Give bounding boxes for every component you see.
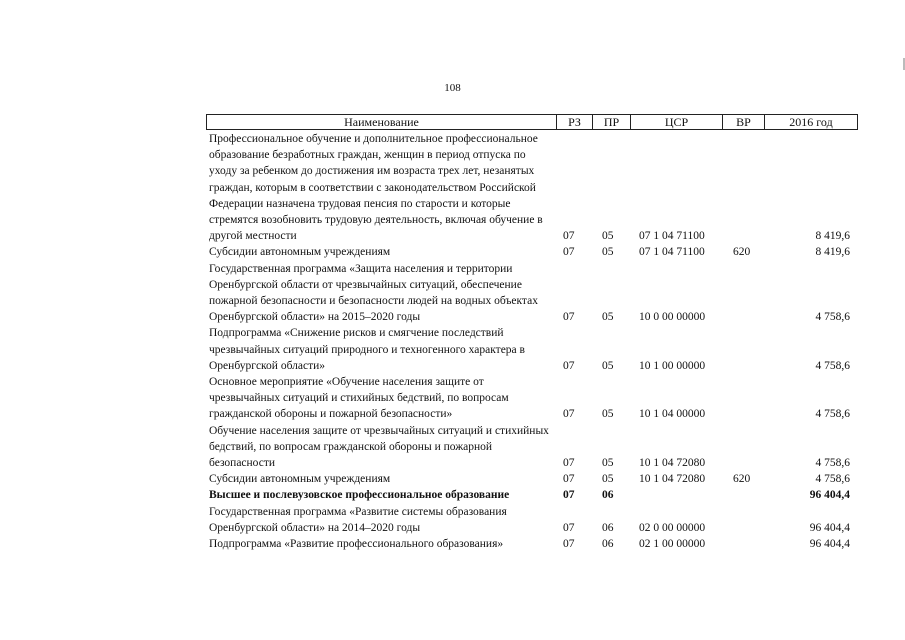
row-name: Обучение населения защите от чрезвычайных ситуаций и стихийных бедствий, по вопросам гражданской обороны и пожарной безопасности (209, 424, 552, 469)
row-csr: 10 1 04 72080 (639, 473, 706, 486)
header-csr: ЦСР (631, 115, 723, 129)
row-pr: 05 (602, 359, 614, 372)
row-vr: 620 (733, 246, 751, 259)
row-csr: 10 1 04 72080 (639, 456, 706, 469)
table-header (206, 114, 858, 130)
row-amount: 8 419,6 (815, 246, 850, 259)
row-rz: 07 (563, 230, 575, 243)
row-amount: 96 404,4 (809, 489, 850, 502)
row-rz: 07 (563, 408, 575, 421)
row-rz: 07 (563, 246, 575, 259)
row-csr: 10 0 00 00000 (639, 311, 706, 324)
row-pr: 05 (602, 311, 614, 324)
row-csr: 02 1 00 00000 (639, 537, 706, 550)
header-year: 2016 год (789, 115, 833, 129)
row-rz: 07 (563, 456, 575, 469)
row-amount: 96 404,4 (809, 521, 850, 534)
row-csr: 10 1 04 00000 (639, 408, 706, 421)
row-name: Подпрограмма «Снижение рисков и смягчение последствий чрезвычайных ситуаций природного и техногенного характера в Оренбургской области» (209, 327, 528, 372)
row-rz: 07 (563, 521, 575, 534)
row-name: Субсидии автономным учреждениям (209, 473, 391, 486)
row-pr: 06 (602, 537, 614, 550)
row-amount: 4 758,6 (815, 408, 850, 421)
row-rz: 07 (563, 537, 575, 550)
row-pr: 05 (602, 246, 614, 259)
row-pr: 06 (602, 489, 614, 502)
row-pr: 06 (602, 521, 614, 534)
row-vr: 620 (733, 473, 751, 486)
row-name: Основное мероприятие «Обучение населения защите от чрезвычайных ситуаций и стихийных бедствий, по вопросам гражданской обороны и пожарной безопасности» (209, 376, 512, 421)
table-row (0, 423, 905, 472)
table-row (0, 374, 905, 423)
header-name: Наименование (207, 115, 557, 129)
header-rz: РЗ (557, 115, 593, 129)
table-row (0, 504, 905, 536)
table-row (0, 325, 905, 374)
table-row (0, 244, 905, 260)
row-amount: 4 758,6 (815, 473, 850, 486)
row-name: Высшее и послевузовское профессиональное образование (209, 489, 510, 502)
table-row (0, 261, 905, 326)
row-rz: 07 (563, 359, 575, 372)
row-pr: 05 (602, 456, 614, 469)
row-name: Профессиональное обучение и дополнительное профессиональное образование безработных граждан, женщин в период отпуска по уходу за ребенком до достижения им возраста трех лет, незанятых граждан, которым в соответствии с законодательством Российской Федерации назначена трудовая пенсия по старости и которые стремятся возобновить трудовую деятельность, включая обучение в другой местности (209, 133, 546, 243)
row-amount: 96 404,4 (809, 537, 850, 550)
row-name: Субсидии автономным учреждениям (209, 246, 391, 259)
row-name: Государственная программа «Развитие системы образования Оренбургской области» на 2014–2020 годы (209, 505, 510, 534)
table-row (0, 471, 905, 487)
page-number: 108 (444, 82, 461, 94)
row-csr: 07 1 04 71100 (639, 230, 705, 243)
row-csr: 10 1 00 00000 (639, 359, 706, 372)
header-pr: ПР (593, 115, 631, 129)
table-row (0, 487, 905, 503)
row-rz: 07 (563, 311, 575, 324)
row-name: Подпрограмма «Развитие профессионального образования» (209, 538, 504, 550)
row-amount: 4 758,6 (815, 359, 850, 372)
row-rz: 07 (563, 473, 575, 486)
table-row (0, 536, 905, 552)
row-csr: 07 1 04 71100 (639, 246, 705, 259)
row-pr: 05 (602, 408, 614, 421)
row-pr: 05 (602, 473, 614, 486)
row-name: Государственная программа «Защита населения и территории Оренбургской области от чрезвычайных ситуаций, обеспечение пожарной безопасности и безопасности людей на водных объектах Оренбургской области» на 2015–2020 годы (209, 262, 541, 324)
row-csr: 02 0 00 00000 (639, 521, 706, 534)
header-vr: ВР (723, 115, 765, 129)
table-row (0, 131, 905, 244)
row-amount: 4 758,6 (815, 311, 850, 324)
row-pr: 05 (602, 230, 614, 243)
row-amount: 8 419,6 (815, 230, 850, 243)
row-amount: 4 758,6 (815, 456, 850, 469)
row-rz: 07 (563, 489, 575, 502)
